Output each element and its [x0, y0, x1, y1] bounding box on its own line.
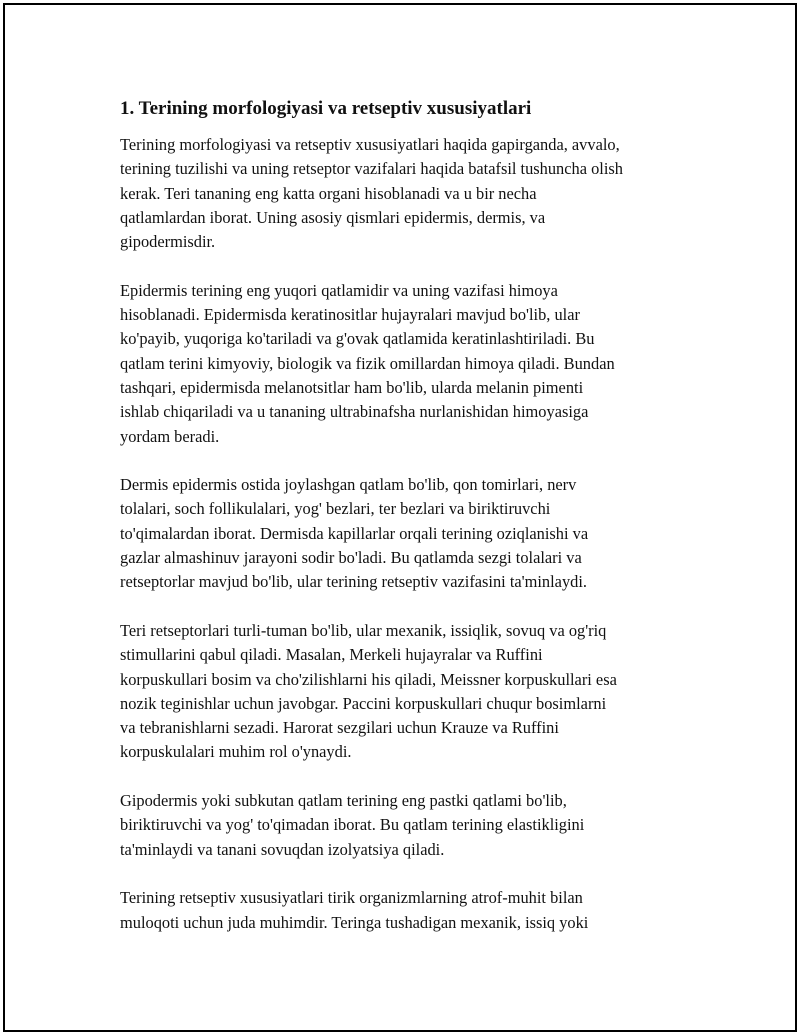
text-line: yordam beradi. [120, 426, 220, 446]
text-line: Epidermis terining eng yuqori qatlamidir va uning vazifasi himoya [120, 280, 558, 300]
text-line: ko'payib, yuqoriga ko'tariladi va g'ovak qatlamida keratinlashtiriladi. Bu [120, 329, 595, 349]
paragraph-dermis [120, 473, 700, 594]
text-line: Teri retseptorlari turli-tuman bo'lib, ular mexanik, issiqlik, sovuq va og'riq [120, 620, 607, 640]
text-line: qatlam terini kimyoviy, biologik va fizik omillardan himoya qiladi. Bundan [120, 353, 615, 373]
paragraph-receptors [120, 619, 700, 765]
text-line: to'qimalardan iborat. Dermisda kapillarlar orqali terining oziqlanishi va [120, 523, 589, 543]
text-line: korpuskulalari muhim rol o'ynaydi. [120, 742, 352, 762]
text-line: Terining retseptiv xususiyatlari tirik organizmlarning atrof-muhit bilan [120, 888, 583, 908]
text-line: stimullarini qabul qiladi. Masalan, Merkeli hujayralar va Ruffini [120, 645, 543, 665]
text-line: ta'minlaydi va tanani sovuqdan izolyatsiya qiladi. [120, 839, 445, 859]
text-line: va tebranishlarni sezadi. Harorat sezgilari uchun Krauze va Ruffini [120, 718, 559, 738]
text-line: gazlar almashinuv jarayoni sodir bo'ladi. Bu qatlamda sezgi tolalari va [120, 548, 582, 568]
text-line: gipodermisdir. [120, 232, 216, 252]
text-line: tashqari, epidermisda melanotsitlar ham bo'lib, ularda melanin pimenti [120, 377, 584, 397]
text-line: qatlamlardan iborat. Uning asosiy qismlari epidermis, dermis, va [120, 207, 546, 227]
text-line: retseptorlar mavjud bo'lib, ular terining retseptiv vazifasini ta'minlaydi. [120, 572, 587, 592]
text-line: korpuskullari bosim va cho'zilishlarni his qiladi, Meissner korpuskullari esa [120, 669, 617, 689]
text-line: kerak. Teri tananing eng katta organi hisoblanadi va u bir necha [120, 183, 537, 203]
text-line: Dermis epidermis ostida joylashgan qatlam bo'lib, qon tomirlari, nerv [120, 475, 577, 495]
text-line: muloqoti uchun juda muhimdir. Teringa tushadigan mexanik, issiq yoki [120, 912, 589, 932]
paragraph-intro [120, 133, 700, 254]
text-line: terining tuzilishi va uning retseptor vazifalari haqida batafsil tushuncha olish [120, 159, 623, 179]
text-line: tolalari, soch follikulalari, yog' bezlari, ter bezlari va biriktiruvchi [120, 499, 551, 519]
text-line: nozik teginishlar uchun javobgar. Paccini korpuskullari chuqur bosimlarni [120, 693, 607, 713]
paragraph-hypodermis [120, 789, 700, 862]
text-line: hisoblanadi. Epidermisda keratinositlar hujayralari mavjud bo'lib, ular [120, 305, 580, 325]
page-frame [3, 3, 797, 1032]
section-heading: 1. Terining morfologiyasi va retseptiv xususiyatlari [120, 98, 532, 119]
paragraph-receptive-properties [120, 886, 700, 935]
text-line: Gipodermis yoki subkutan qatlam terining eng pastki qatlami bo'lib, [120, 791, 567, 811]
text-line: ishlab chiqariladi va u tananing ultrabinafsha nurlanishidan himoyasiga [120, 402, 589, 422]
document-body [120, 97, 700, 959]
text-line: Terining morfologiyasi va retseptiv xususiyatlari haqida gapirganda, avvalo, [120, 135, 620, 154]
text-line: biriktiruvchi va yog' to'qimadan iborat. Bu qatlam terining elastikligini [120, 815, 585, 835]
paragraph-epidermis [120, 279, 700, 449]
